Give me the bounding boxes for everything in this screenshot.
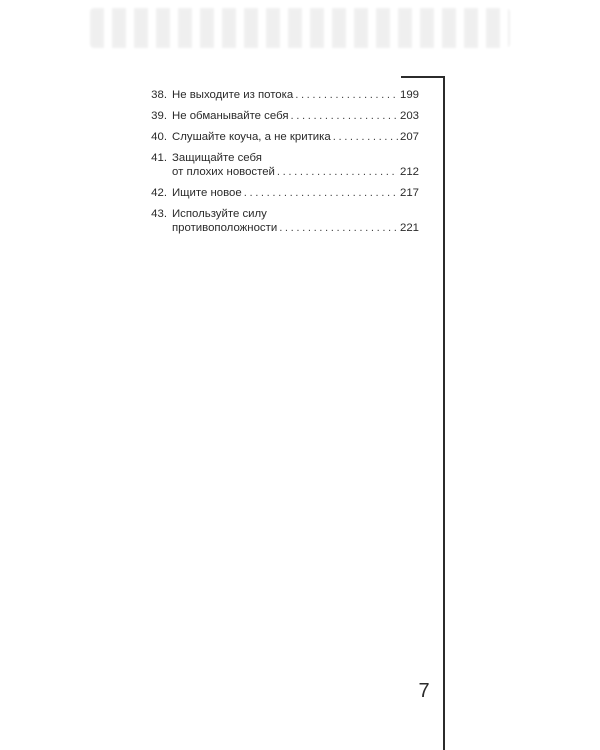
toc-entry[interactable] — [145, 130, 419, 144]
toc-entry-number: 39. — [151, 110, 167, 122]
toc-entry-title-line-1: Используйте силу — [172, 208, 267, 220]
page-number: 7 — [418, 680, 430, 702]
toc-entry-page: 212 — [399, 166, 419, 178]
corner-rule-top — [401, 76, 445, 78]
toc-entry-page: 203 — [399, 110, 419, 122]
toc-entry-title: Не выходите из потока — [172, 89, 294, 101]
toc-entry[interactable] — [145, 151, 419, 179]
toc-entry[interactable] — [145, 207, 419, 235]
toc-entry-title: Не обманывайте себя — [172, 110, 289, 122]
dot-leader — [277, 165, 398, 179]
toc-entry-number: 42. — [151, 187, 167, 199]
dot-leader — [295, 88, 398, 102]
toc-entry[interactable] — [145, 88, 419, 102]
toc-entry-page: 217 — [399, 187, 419, 199]
toc-entry-title-line-2: от плохих новостей — [172, 166, 275, 178]
toc-entry-number: 41. — [151, 152, 167, 164]
toc-entry-title: Слушайте коуча, а не критика — [172, 131, 331, 143]
toc-entry[interactable] — [145, 186, 419, 200]
toc-entry-number: 43. — [151, 208, 167, 220]
toc-entry-page: 199 — [399, 89, 419, 101]
table-of-contents — [145, 88, 419, 242]
toc-entry[interactable] — [145, 109, 419, 123]
toc-entry-number: 38. — [151, 89, 167, 101]
corner-rule-right — [443, 76, 445, 750]
toc-entry-number: 40. — [151, 131, 167, 143]
toc-entry-title: Ищите новое — [172, 187, 242, 199]
bleed-through-text — [90, 8, 510, 48]
dot-leader — [291, 109, 398, 123]
dot-leader — [279, 221, 398, 235]
toc-entry-title-line-1: Защищайте себя — [172, 152, 262, 164]
toc-entry-page: 221 — [399, 222, 419, 234]
dot-leader — [244, 186, 398, 200]
dot-leader — [333, 130, 398, 144]
toc-entry-title-line-2: противоположности — [172, 222, 278, 234]
toc-entry-page: 207 — [399, 131, 419, 143]
